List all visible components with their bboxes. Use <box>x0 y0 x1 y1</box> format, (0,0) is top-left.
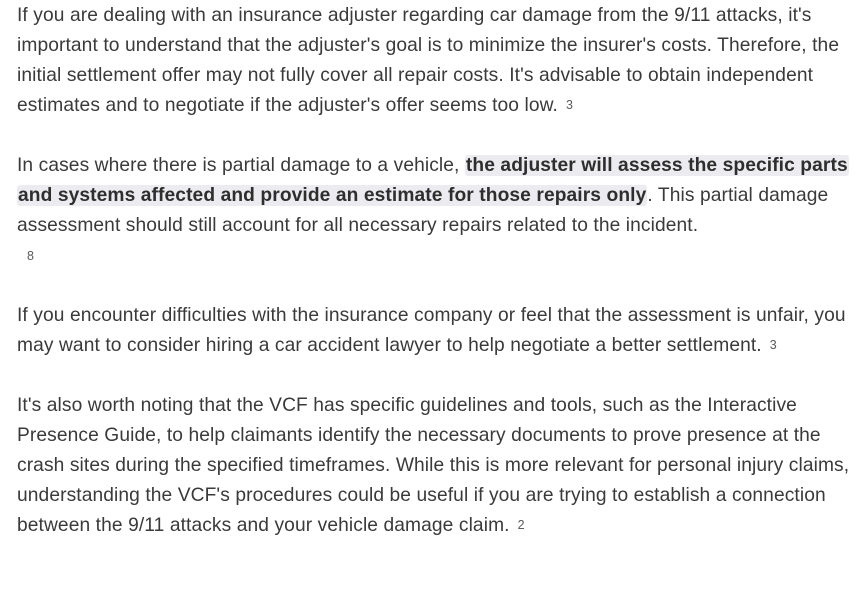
paragraph-text: . This partial damage assessment should still account for all necessary repairs related to the incident. <box>17 185 829 236</box>
paragraph-text: In cases where there is partial damage to a vehicle, <box>17 155 465 176</box>
citation-marker[interactable]: 8 <box>27 249 35 263</box>
paragraph-lawyer-advice <box>17 301 859 361</box>
citation-marker[interactable]: 2 <box>517 518 525 532</box>
paragraph-text: It's also worth noting that the VCF has specific guidelines and tools, such as the Interactive Presence Guide, to help claimants identify the necessary documents to prove presence at the crash sites during the specified timeframes. While this is more relevant for personal injury claims, understanding the VCF's procedures could be useful if you are trying to establish a connection between the 9/11 attacks and your vehicle damage claim. <box>17 395 850 536</box>
highlighted-text: the adjuster will assess the specific parts and systems affected and provide an estimate for those repairs only <box>18 155 848 206</box>
paragraph-text: If you are dealing with an insurance adjuster regarding car damage from the 9/11 attacks, it's important to understand that the adjuster's goal is to minimize the insurer's costs. Therefore, the initial settlement offer may not fully cover all repair costs. It's advisable to obtain independent estimates and to negotiate if the adjuster's offer seems too low. <box>17 5 840 116</box>
citation-marker[interactable]: 3 <box>769 338 777 352</box>
paragraph-partial-damage <box>17 151 859 271</box>
paragraph-text: If you encounter difficulties with the insurance company or feel that the assessment is unfair, you may want to consider hiring a car accident lawyer to help negotiate a better settlement. <box>17 305 846 356</box>
answer-text <box>17 1 859 541</box>
paragraph-adjuster-goal <box>17 1 859 121</box>
paragraph-vcf-guidelines <box>17 391 859 541</box>
citation-marker[interactable]: 3 <box>565 98 574 112</box>
